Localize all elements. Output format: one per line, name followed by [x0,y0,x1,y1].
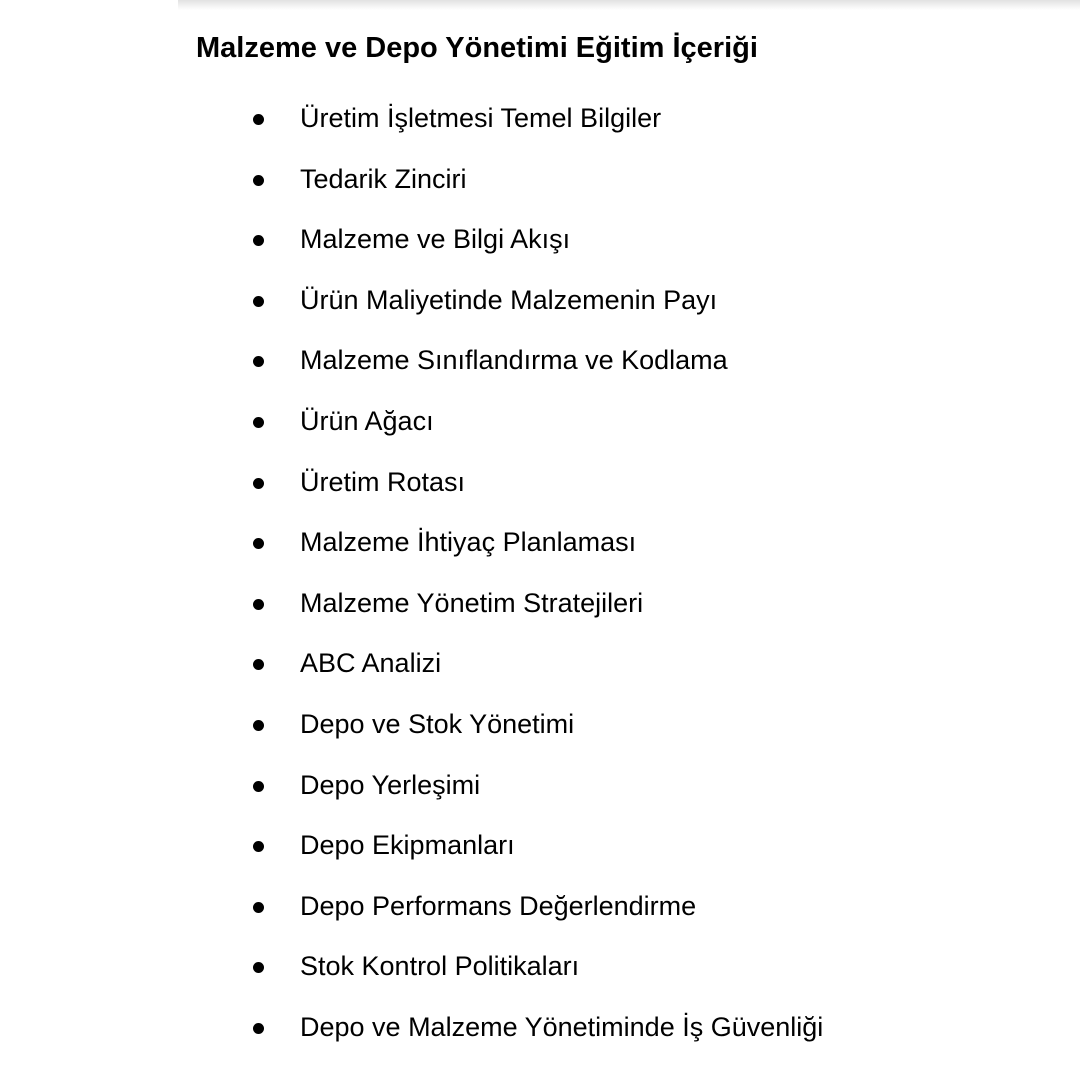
list-item-label: Stok Kontrol Politikaları [300,951,580,982]
list-item [0,882,1000,943]
list-item [0,215,1000,276]
document-title: Malzeme ve Depo Yönetimi Eğitim İçeriği [196,32,758,64]
list-item-label: Üretim Rotası [300,466,466,497]
bullet-icon [253,356,264,367]
topic-list [0,94,1000,1064]
bullet-icon [253,599,264,610]
bullet-icon [253,114,264,125]
bullet-icon [253,659,264,670]
list-item-label: Depo ve Stok Yönetimi [300,708,575,739]
bullet-icon [253,1023,264,1034]
list-item [0,458,1000,519]
list-item-label: Ürün Ağacı [300,405,434,436]
bullet-icon [253,235,264,246]
list-item-label: Depo ve Malzeme Yönetiminde İş Güvenliği [300,1011,824,1042]
list-item-label: Malzeme Sınıflandırma ve Kodlama [300,345,728,376]
list-item-label: Depo Performans Değerlendirme [300,890,697,921]
bullet-icon [253,175,264,186]
list-item [0,639,1000,700]
list-item [0,1003,1000,1064]
bullet-icon [253,478,264,489]
list-item [0,336,1000,397]
list-item [0,761,1000,822]
list-item [0,276,1000,337]
list-item-label: Malzeme İhtiyaç Planlaması [300,527,637,558]
bullet-icon [253,296,264,307]
bullet-icon [253,781,264,792]
list-item [0,700,1000,761]
list-item [0,821,1000,882]
list-item [0,155,1000,216]
list-item-label: Tedarik Zinciri [300,163,467,194]
bullet-icon [253,417,264,428]
list-item-label: Malzeme ve Bilgi Akışı [300,224,571,255]
list-item-label: Depo Ekipmanları [300,830,515,861]
list-item [0,397,1000,458]
bullet-icon [253,720,264,731]
list-item [0,518,1000,579]
bullet-icon [253,538,264,549]
list-item [0,94,1000,155]
list-item-label: Ürün Maliyetinde Malzemenin Payı [300,284,718,315]
list-item [0,579,1000,640]
list-item-label: ABC Analizi [300,648,442,679]
list-item-label: Malzeme Yönetim Stratejileri [300,587,644,618]
bullet-icon [253,902,264,913]
bullet-icon [253,962,264,973]
list-item-label: Üretim İşletmesi Temel Bilgiler [300,103,662,133]
list-item-label: Depo Yerleşimi [300,769,481,800]
bullet-icon [253,841,264,852]
list-item [0,942,1000,1003]
